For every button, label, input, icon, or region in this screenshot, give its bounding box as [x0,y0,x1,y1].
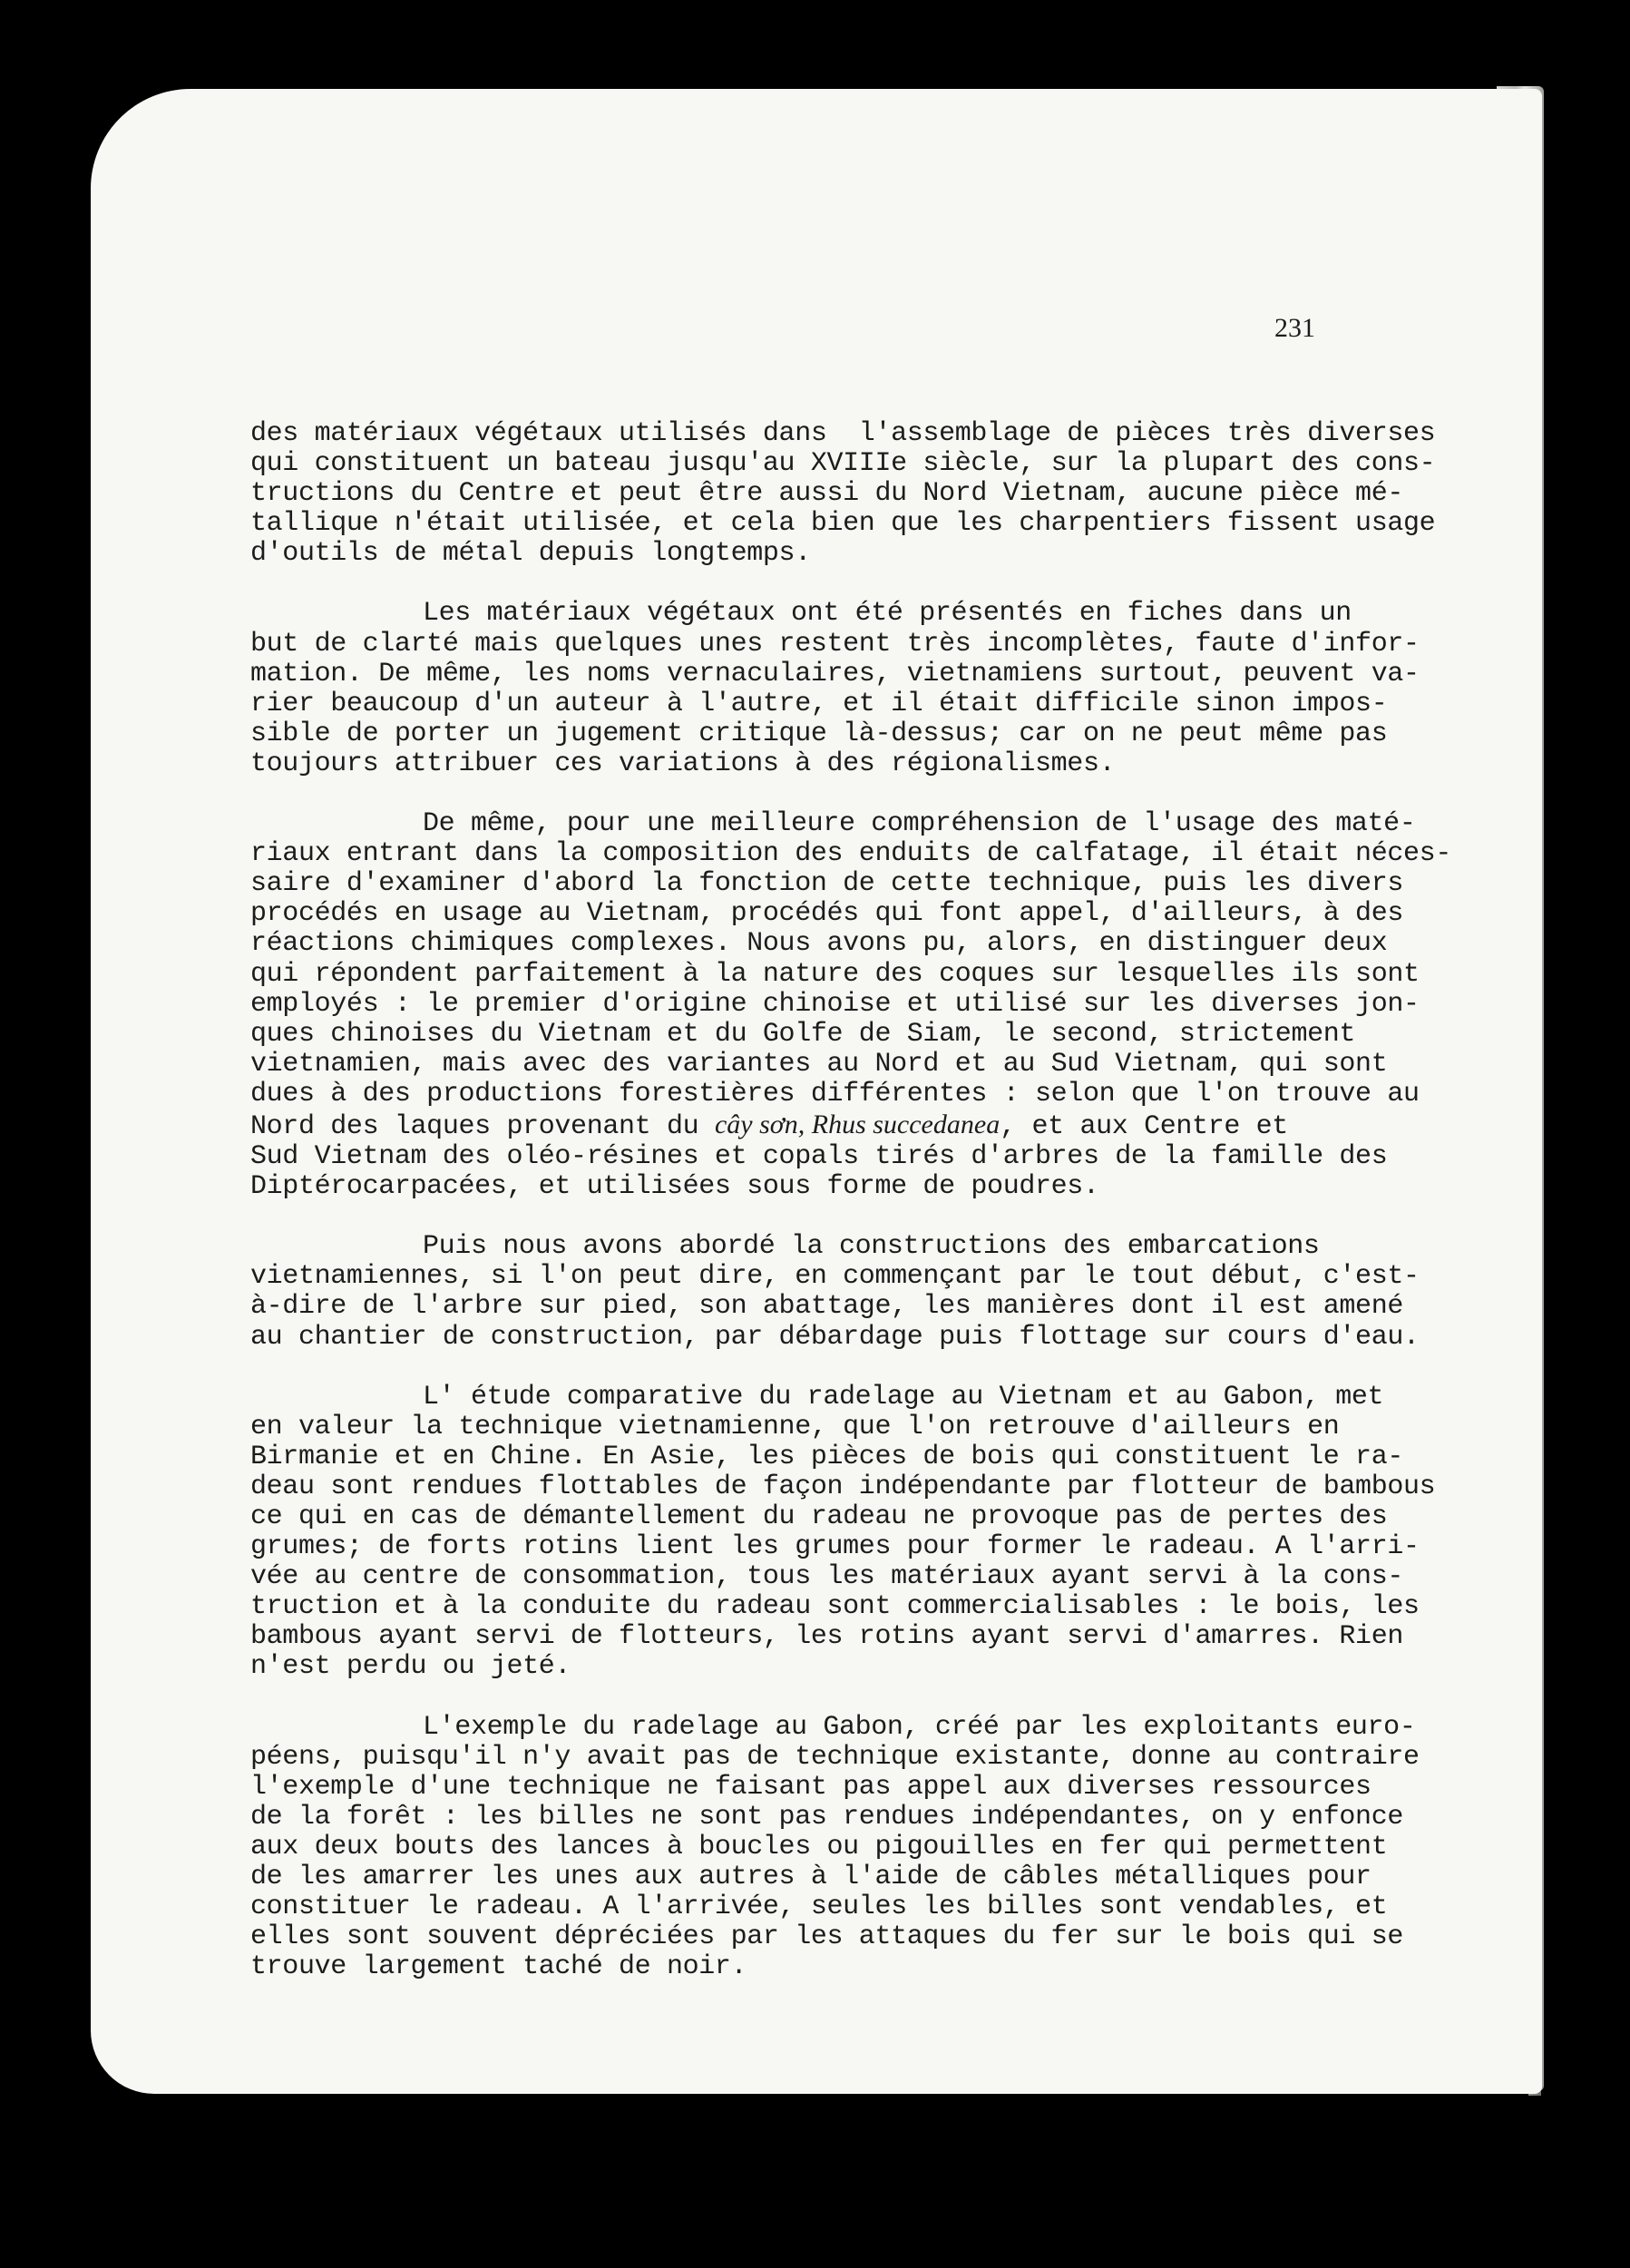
paragraph-1 [250,418,1436,570]
text-line: saire d'examiner d'abord la fonction de cette technique, puis les divers [250,868,1404,900]
text-line: qui constituent un bateau jusqu'au XVIIIe siècle, sur la plupart des cons- [250,448,1436,480]
text-line: tructions du Centre et peut être aussi du Nord Vietnam, aucune pièce mé- [250,478,1404,510]
text-line: deau sont rendues flottables de façon indépendante par flotteur de bambous [250,1471,1436,1502]
text-line: mation. De même, les noms vernaculaires, vietnamiens surtout, peuvent va- [250,658,1420,689]
text-line: but de clarté mais quelques unes restent très incomplètes, faute d'infor- [250,628,1420,660]
paragraph-2 [250,598,1420,779]
text-line: riaux entrant dans la composition des enduits de calfatage, il était néces- [250,838,1451,870]
text-line: réactions chimiques complexes. Nous avons pu, alors, en distinguer deux [250,928,1388,960]
text-line: de les amarrer les unes aux autres à l'aide de câbles métalliques pour [250,1862,1371,1893]
text-line: Birmanie et en Chine. En Asie, les pièces de bois qui constituent le ra- [250,1441,1404,1472]
text-line: De même, pour une meilleure compréhension de l'usage des maté- [423,808,1416,840]
text-line: elles sont souvent dépréciées par les attaques du fer sur le bois qui se [250,1921,1404,1953]
text-segment: , et aux Centre et [1000,1110,1288,1142]
text-line: constituer le radeau. A l'arrivée, seules les billes sont vendables, et [250,1892,1388,1923]
paragraph-3 [250,808,1451,1203]
text-line: vietnamien, mais avec des variantes au Nord et au Sud Vietnam, qui sont [250,1048,1388,1080]
text-line: rier beaucoup d'un auteur à l'autre, et il était difficile sinon impos- [250,688,1388,719]
text-line: des matériaux végétaux utilisés dans l'assemblage de pièces très diverses [250,418,1436,449]
text-line: L' étude comparative du radelage au Vietnam et au Gabon, met [423,1381,1384,1413]
text-line: au chantier de construction, par débardage puis flottage sur cours d'eau. [250,1321,1420,1353]
paragraph-6 [250,1711,1420,1983]
text-line: truction et à la conduite du radeau sont commercialisables : le bois, les [250,1591,1420,1623]
text-line-italic [250,1110,1384,1142]
text-line: péens, puisqu'il n'y avait pas de technique existante, donne au contraire [250,1741,1420,1773]
text-line: Diptérocarpacées, et utilisées sous forme de poudres. [250,1171,1099,1203]
text-line: aux deux bouts des lances à boucles ou pigouilles en fer qui permettent [250,1831,1388,1862]
text-line: à-dire de l'arbre sur pied, son abattage, les manières dont il est amené [250,1291,1404,1323]
text-line: Puis nous avons abordé la constructions des embarcations [423,1231,1320,1263]
text-line: trouve largement taché de noir. [250,1951,747,1983]
body-text [250,418,1451,2012]
text-line: vée au centre de consommation, tous les matériaux ayant servi à la cons- [250,1561,1404,1593]
text-line: Sud Vietnam des oléo-résines et copals tirés d'arbres de la famille des [250,1141,1388,1173]
text-line: l'exemple d'une technique ne faisant pas appel aux diverses ressources [250,1771,1371,1803]
text-line: bambous ayant servi de flotteurs, les rotins ayant servi d'amarres. Rien [250,1621,1404,1653]
text-line: en valeur la technique vietnamienne, que l'on retrouve d'ailleurs en [250,1411,1340,1442]
text-line: ce qui en cas de démantellement du radeau ne provoque pas de pertes des [250,1501,1388,1532]
text-line: vietnamiennes, si l'on peut dire, en commençant par le tout début, c'est- [250,1261,1420,1293]
text-line: toujours attribuer ces variations à des régionalismes. [250,748,1116,779]
text-line: dues à des productions forestières différentes : selon que l'on trouve au [250,1078,1420,1110]
text-line: ques chinoises du Vietnam et du Golfe de Siam, le second, strictement [250,1018,1356,1050]
text-line: employés : le premier d'origine chinoise et utilisé sur les diverses jon- [250,988,1420,1020]
page-number: 231 [1274,313,1315,343]
paragraph-4 [250,1231,1420,1353]
text-line: tallique n'était utilisée, et cela bien que les charpentiers fissent usage [250,508,1436,540]
text-line: de la forêt : les billes ne sont pas rendues indépendantes, on y enfonce [250,1801,1404,1833]
text-line: Les matériaux végétaux ont été présentés en fiches dans un [423,598,1352,630]
text-line: procédés en usage au Vietnam, procédés qui font appel, d'ailleurs, à des [250,898,1404,930]
text-line: n'est perdu ou jeté. [250,1651,571,1683]
text-line: grumes; de forts rotins lient les grumes pour former le radeau. A l'arri- [250,1531,1420,1563]
text-segment: Nord des laques provenant du [250,1110,715,1142]
text-line: d'outils de métal depuis longtemps. [250,538,811,570]
text-line: sible de porter un jugement critique là-dessus; car on ne peut même pas [250,718,1388,749]
text-line: L'exemple du radelage au Gabon, créé par les exploitants euro- [423,1711,1416,1743]
paragraph-5 [250,1381,1436,1683]
text-line: qui répondent parfaitement à la nature des coques sur lesquelles ils sont [250,958,1420,990]
italic-species-name: cây sơn, Rhus succedanea [714,1109,1000,1139]
